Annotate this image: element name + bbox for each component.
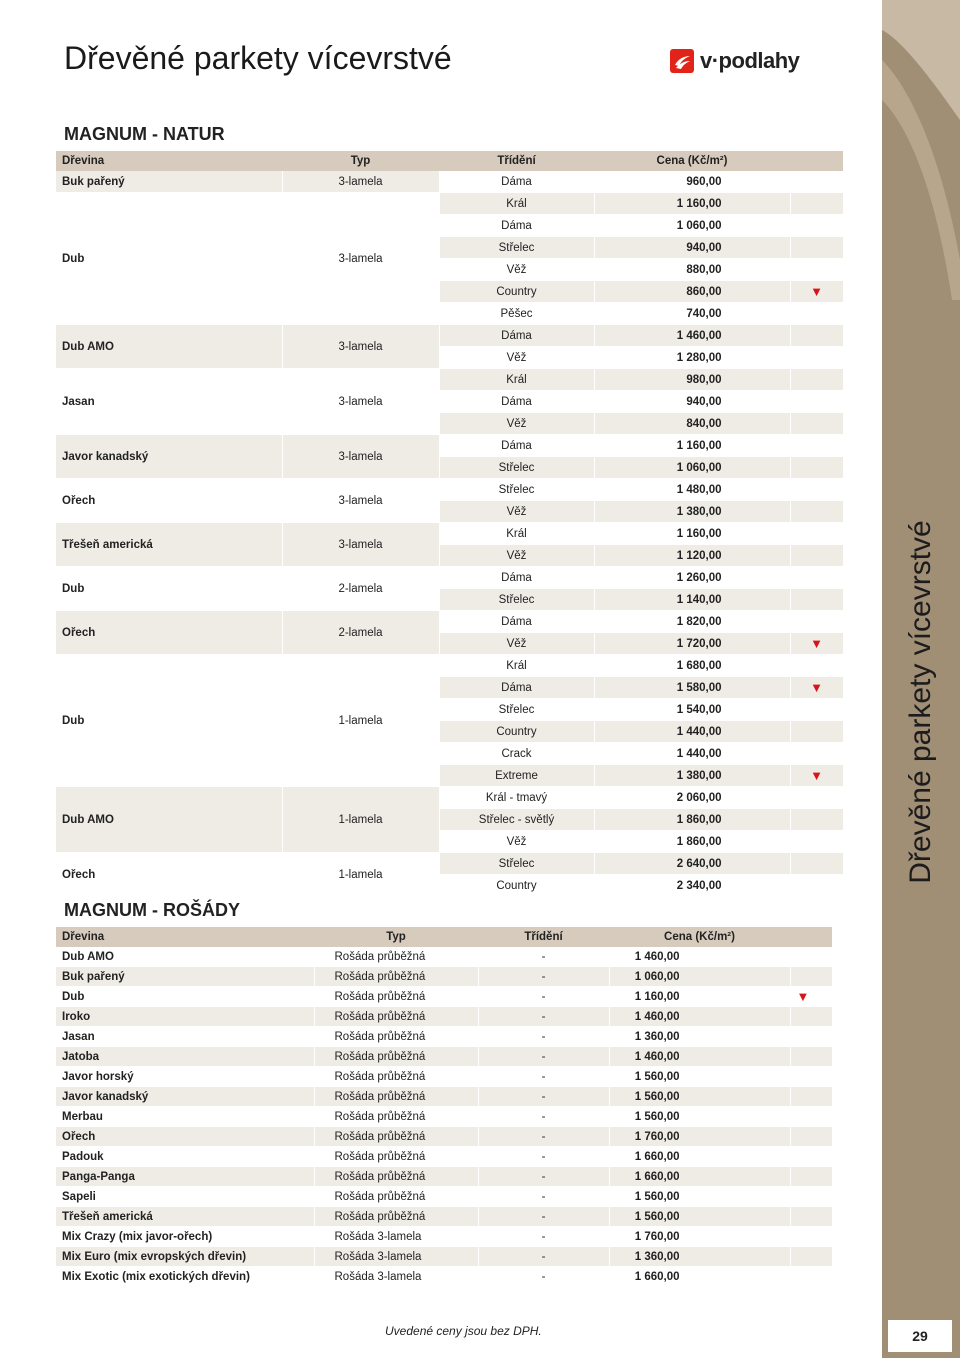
type-cell: Rošáda průběžná: [314, 1207, 478, 1227]
table-row: [56, 1227, 832, 1247]
grade-cell: Král: [439, 193, 594, 215]
marker-cell: [790, 611, 843, 633]
grade-cell: Věž: [439, 545, 594, 567]
price-cell: 1 560,00: [609, 1087, 790, 1107]
wood-cell: Dub: [56, 987, 314, 1007]
marker-cell: [790, 1127, 832, 1147]
header-type: Typ: [314, 927, 478, 947]
grade-cell: Country: [439, 721, 594, 743]
table-row: [56, 435, 843, 457]
marker-cell: [790, 171, 843, 193]
wood-cell: Buk pařený: [56, 171, 282, 193]
price-cell: 1 160,00: [594, 435, 790, 457]
marker-cell: [790, 1067, 832, 1087]
grade-cell: Pěšec: [439, 303, 594, 325]
price-cell: 1 560,00: [609, 1187, 790, 1207]
marker-cell: [790, 501, 843, 523]
wood-cell: Ořech: [56, 479, 282, 523]
grade-cell: Dáma: [439, 611, 594, 633]
wood-cell: Merbau: [56, 1107, 314, 1127]
header-empty: [790, 927, 832, 947]
type-cell: Rošáda průběžná: [314, 1107, 478, 1127]
grade-cell: Střelec: [439, 853, 594, 875]
grade-cell: -: [478, 1167, 609, 1187]
grade-cell: Dáma: [439, 215, 594, 237]
sidebar-decoration: [882, 0, 960, 300]
type-cell: 1-lamela: [282, 655, 439, 787]
marker-cell: [790, 215, 843, 237]
grade-cell: Věž: [439, 831, 594, 853]
marker-cell: [790, 831, 843, 853]
grade-cell: Crack: [439, 743, 594, 765]
wood-cell: Iroko: [56, 1007, 314, 1027]
section-title-rosady: MAGNUM - ROŠÁDY: [64, 900, 240, 920]
grade-cell: Král - tmavý: [439, 787, 594, 809]
page-number: 29: [888, 1320, 952, 1352]
wood-cell: Padouk: [56, 1147, 314, 1167]
price-cell: 1 760,00: [609, 1227, 790, 1247]
grade-cell: Střelec: [439, 457, 594, 479]
marker-cell: [790, 1247, 832, 1267]
marker-cell: [790, 699, 843, 721]
wood-cell: Dub AMO: [56, 947, 314, 967]
wood-cell: Ořech: [56, 853, 282, 897]
grade-cell: -: [478, 1107, 609, 1127]
grade-cell: Věž: [439, 347, 594, 369]
header-grade: Třídění: [478, 927, 609, 947]
table-row: [56, 1047, 832, 1067]
price-cell: 1 560,00: [609, 1207, 790, 1227]
table-row: [56, 853, 843, 875]
grade-cell: Král: [439, 523, 594, 545]
natur-price-table: [56, 151, 844, 897]
grade-cell: -: [478, 1207, 609, 1227]
grade-cell: Střelec: [439, 699, 594, 721]
table-row: [56, 523, 843, 545]
table-row: [56, 1207, 832, 1227]
wood-cell: Dub: [56, 655, 282, 787]
grade-cell: -: [478, 1227, 609, 1247]
wood-cell: Mix Euro (mix evropských dřevin): [56, 1247, 314, 1267]
price-cell: 1 460,00: [609, 1047, 790, 1067]
grade-cell: Dáma: [439, 677, 594, 699]
marker-cell: [790, 325, 843, 347]
wood-cell: Dub AMO: [56, 787, 282, 853]
header-type: Typ: [282, 151, 439, 171]
header-wood: Dřevina: [56, 151, 282, 171]
price-cell: 1 580,00: [594, 677, 790, 699]
marker-cell: [790, 281, 843, 303]
marker-cell: [790, 765, 843, 787]
grade-cell: -: [478, 1067, 609, 1087]
grade-cell: Extreme: [439, 765, 594, 787]
price-change-down-icon: ▼: [810, 768, 823, 783]
price-cell: 940,00: [594, 391, 790, 413]
price-change-down-icon: ▼: [810, 636, 823, 651]
price-cell: 840,00: [594, 413, 790, 435]
price-cell: 1 140,00: [594, 589, 790, 611]
marker-cell: [790, 987, 832, 1007]
marker-cell: [790, 523, 843, 545]
price-cell: 1 540,00: [594, 699, 790, 721]
type-cell: 1-lamela: [282, 853, 439, 897]
marker-cell: [790, 435, 843, 457]
table-row: [56, 987, 832, 1007]
grade-cell: Country: [439, 875, 594, 897]
grade-cell: Střelec: [439, 589, 594, 611]
grade-cell: Dáma: [439, 325, 594, 347]
wood-cell: Mix Exotic (mix exotických dřevin): [56, 1267, 314, 1287]
marker-cell: [790, 875, 843, 897]
price-cell: 1 720,00: [594, 633, 790, 655]
price-cell: 1 560,00: [609, 1067, 790, 1087]
marker-cell: [790, 1027, 832, 1047]
wood-cell: Sapeli: [56, 1187, 314, 1207]
rosady-price-table: [56, 927, 833, 1287]
marker-cell: [790, 479, 843, 501]
marker-cell: [790, 1047, 832, 1067]
table-row: [56, 611, 843, 633]
price-cell: 1 660,00: [609, 1267, 790, 1287]
type-cell: 3-lamela: [282, 369, 439, 435]
header-empty: [790, 151, 843, 171]
section-title-natur: MAGNUM - NATUR: [64, 124, 225, 144]
price-cell: 1 460,00: [609, 1007, 790, 1027]
type-cell: Rošáda průběžná: [314, 1127, 478, 1147]
type-cell: Rošáda průběžná: [314, 1167, 478, 1187]
table-row: [56, 1187, 832, 1207]
price-cell: 1 160,00: [609, 987, 790, 1007]
table-row: [56, 325, 843, 347]
marker-cell: [790, 809, 843, 831]
grade-cell: Věž: [439, 259, 594, 281]
grade-cell: Střelec - světlý: [439, 809, 594, 831]
table-row: [56, 1087, 832, 1107]
price-cell: 1 060,00: [594, 457, 790, 479]
type-cell: Rošáda 3-lamela: [314, 1267, 478, 1287]
type-cell: Rošáda průběžná: [314, 1047, 478, 1067]
marker-cell: [790, 1167, 832, 1187]
price-cell: 1 680,00: [594, 655, 790, 677]
marker-cell: [790, 743, 843, 765]
wood-cell: Dub AMO: [56, 325, 282, 369]
marker-cell: [790, 655, 843, 677]
table-row: [56, 1267, 832, 1287]
price-cell: 1 760,00: [609, 1127, 790, 1147]
wood-cell: Javor kanadský: [56, 435, 282, 479]
marker-cell: [790, 567, 843, 589]
type-cell: Rošáda 3-lamela: [314, 1247, 478, 1267]
price-cell: 1 820,00: [594, 611, 790, 633]
price-change-down-icon: ▼: [796, 989, 810, 1004]
type-cell: 2-lamela: [282, 611, 439, 655]
grade-cell: Country: [439, 281, 594, 303]
type-cell: Rošáda průběžná: [314, 947, 478, 967]
grade-cell: Dáma: [439, 171, 594, 193]
type-cell: Rošáda průběžná: [314, 987, 478, 1007]
price-cell: 1 380,00: [594, 501, 790, 523]
type-cell: Rošáda průběžná: [314, 1087, 478, 1107]
table-row: [56, 655, 843, 677]
type-cell: Rošáda průběžná: [314, 1187, 478, 1207]
header-price: Cena (Kč/m²): [609, 927, 790, 947]
marker-cell: [790, 369, 843, 391]
price-cell: 1 860,00: [594, 809, 790, 831]
marker-cell: [790, 853, 843, 875]
marker-cell: [790, 391, 843, 413]
price-cell: 1 440,00: [594, 743, 790, 765]
price-cell: 1 660,00: [609, 1147, 790, 1167]
table-row: [56, 1107, 832, 1127]
wood-cell: Buk pařený: [56, 967, 314, 987]
grade-cell: Král: [439, 369, 594, 391]
grade-cell: -: [478, 1267, 609, 1287]
grade-cell: Dáma: [439, 391, 594, 413]
type-cell: Rošáda průběžná: [314, 1147, 478, 1167]
price-cell: 1 360,00: [609, 1247, 790, 1267]
logo-text: v·podlahy: [700, 48, 800, 73]
price-cell: 1 460,00: [609, 947, 790, 967]
type-cell: 2-lamela: [282, 567, 439, 611]
type-cell: 1-lamela: [282, 787, 439, 853]
grade-cell: Střelec: [439, 479, 594, 501]
marker-cell: [790, 1147, 832, 1167]
grade-cell: Věž: [439, 501, 594, 523]
wood-cell: Třešeň americká: [56, 523, 282, 567]
marker-cell: [790, 259, 843, 281]
table-row: [56, 787, 843, 809]
header-wood: Dřevina: [56, 927, 314, 947]
marker-cell: [790, 457, 843, 479]
price-cell: 1 360,00: [609, 1027, 790, 1047]
marker-cell: [790, 947, 832, 967]
wood-cell: Ořech: [56, 1127, 314, 1147]
marker-cell: [790, 1267, 832, 1287]
marker-cell: [790, 589, 843, 611]
grade-cell: -: [478, 1187, 609, 1207]
price-cell: 1 060,00: [609, 967, 790, 987]
brand-logo: [670, 48, 799, 74]
grade-cell: Věž: [439, 633, 594, 655]
price-cell: 940,00: [594, 237, 790, 259]
logo-mark-icon: [670, 49, 694, 73]
type-cell: 3-lamela: [282, 479, 439, 523]
table-row: [56, 479, 843, 501]
grade-cell: -: [478, 1047, 609, 1067]
marker-cell: [790, 787, 843, 809]
footnote: Uvedené ceny jsou bez DPH.: [385, 1324, 542, 1338]
marker-cell: [790, 193, 843, 215]
type-cell: 3-lamela: [282, 325, 439, 369]
grade-cell: -: [478, 1247, 609, 1267]
marker-cell: [790, 237, 843, 259]
grade-cell: Věž: [439, 413, 594, 435]
side-title: Dřevěné parkety vícevrstvé: [904, 520, 937, 884]
price-cell: 1 260,00: [594, 567, 790, 589]
marker-cell: [790, 347, 843, 369]
grade-cell: -: [478, 987, 609, 1007]
marker-cell: [790, 1187, 832, 1207]
table-row: [56, 369, 843, 391]
type-cell: Rošáda průběžná: [314, 1067, 478, 1087]
table-row: [56, 1027, 832, 1047]
marker-cell: [790, 1227, 832, 1247]
marker-cell: [790, 303, 843, 325]
price-cell: 1 380,00: [594, 765, 790, 787]
wood-cell: Jasan: [56, 1027, 314, 1047]
marker-cell: [790, 677, 843, 699]
type-cell: 3-lamela: [282, 193, 439, 325]
price-cell: 2 340,00: [594, 875, 790, 897]
price-cell: 860,00: [594, 281, 790, 303]
wood-cell: Dub: [56, 567, 282, 611]
grade-cell: -: [478, 947, 609, 967]
price-cell: 1 440,00: [594, 721, 790, 743]
price-change-down-icon: ▼: [810, 680, 823, 695]
type-cell: 3-lamela: [282, 171, 439, 193]
table-row: [56, 1167, 832, 1187]
type-cell: Rošáda průběžná: [314, 1007, 478, 1027]
price-cell: 740,00: [594, 303, 790, 325]
price-cell: 960,00: [594, 171, 790, 193]
table-row: [56, 1067, 832, 1087]
wood-cell: Dub: [56, 193, 282, 325]
grade-cell: Dáma: [439, 567, 594, 589]
marker-cell: [790, 1207, 832, 1227]
header-price: Cena (Kč/m²): [594, 151, 790, 171]
table-row: [56, 1007, 832, 1027]
page-title: Dřevěné parkety vícevrstvé: [64, 40, 452, 76]
type-cell: 3-lamela: [282, 523, 439, 567]
wood-cell: Jatoba: [56, 1047, 314, 1067]
type-cell: Rošáda 3-lamela: [314, 1227, 478, 1247]
marker-cell: [790, 1087, 832, 1107]
price-cell: 2 640,00: [594, 853, 790, 875]
grade-cell: Král: [439, 655, 594, 677]
table-row: [56, 1247, 832, 1267]
marker-cell: [790, 1007, 832, 1027]
price-cell: 880,00: [594, 259, 790, 281]
table-header-row: [56, 927, 832, 947]
wood-cell: Třešeň americká: [56, 1207, 314, 1227]
wood-cell: Javor kanadský: [56, 1087, 314, 1107]
grade-cell: -: [478, 1007, 609, 1027]
table-row: [56, 567, 843, 589]
type-cell: Rošáda průběžná: [314, 1027, 478, 1047]
grade-cell: Dáma: [439, 435, 594, 457]
marker-cell: [790, 1107, 832, 1127]
grade-cell: Střelec: [439, 237, 594, 259]
wood-cell: Mix Crazy (mix javor-ořech): [56, 1227, 314, 1247]
price-cell: 1 120,00: [594, 545, 790, 567]
price-cell: 1 160,00: [594, 523, 790, 545]
price-cell: 1 280,00: [594, 347, 790, 369]
type-cell: Rošáda průběžná: [314, 967, 478, 987]
price-cell: 980,00: [594, 369, 790, 391]
grade-cell: -: [478, 1087, 609, 1107]
price-change-down-icon: ▼: [810, 284, 823, 299]
grade-cell: -: [478, 967, 609, 987]
price-cell: 2 060,00: [594, 787, 790, 809]
price-cell: 1 160,00: [594, 193, 790, 215]
marker-cell: [790, 633, 843, 655]
wood-cell: Ořech: [56, 611, 282, 655]
grade-cell: -: [478, 1027, 609, 1047]
table-row: [56, 967, 832, 987]
marker-cell: [790, 721, 843, 743]
marker-cell: [790, 413, 843, 435]
price-cell: 1 860,00: [594, 831, 790, 853]
marker-cell: [790, 545, 843, 567]
price-cell: 1 560,00: [609, 1107, 790, 1127]
table-row: [56, 1147, 832, 1167]
header-grade: Třídění: [439, 151, 594, 171]
type-cell: 3-lamela: [282, 435, 439, 479]
wood-cell: Panga-Panga: [56, 1167, 314, 1187]
price-cell: 1 660,00: [609, 1167, 790, 1187]
grade-cell: -: [478, 1147, 609, 1167]
table-row: [56, 193, 843, 215]
wood-cell: Jasan: [56, 369, 282, 435]
price-cell: 1 060,00: [594, 215, 790, 237]
table-header-row: [56, 151, 843, 171]
wood-cell: Javor horský: [56, 1067, 314, 1087]
price-cell: 1 480,00: [594, 479, 790, 501]
grade-cell: -: [478, 1127, 609, 1147]
price-cell: 1 460,00: [594, 325, 790, 347]
marker-cell: [790, 967, 832, 987]
table-row: [56, 947, 832, 967]
table-row: [56, 1127, 832, 1147]
table-row: [56, 171, 843, 193]
